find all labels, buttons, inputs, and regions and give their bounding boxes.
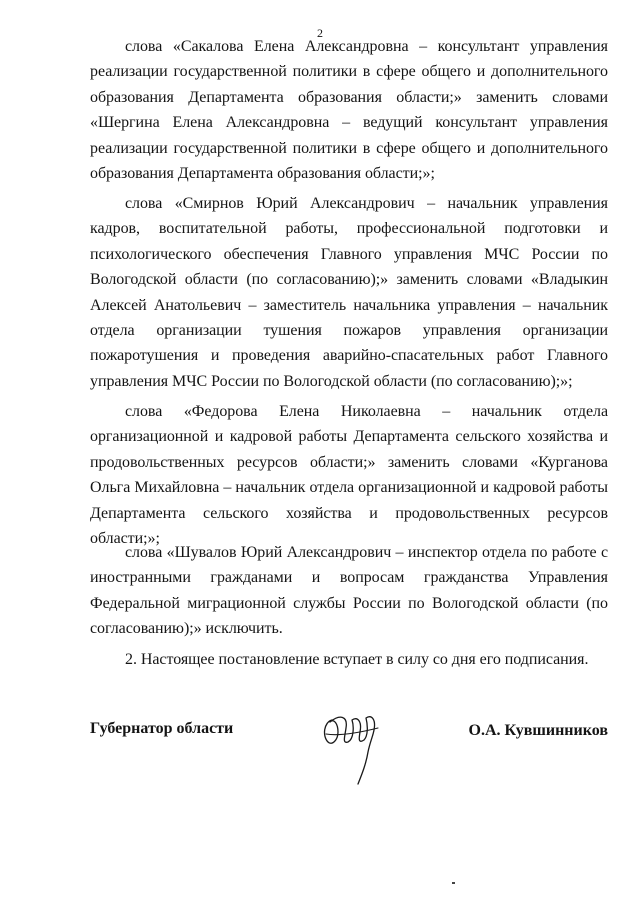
page-number: 2 bbox=[317, 26, 323, 40]
paragraph-effective-date: 2. Настоящее постановление вступает в силу со дня его подписания. bbox=[125, 651, 589, 668]
signatory-name: О.А. Кувшинников bbox=[468, 722, 608, 739]
signature-block bbox=[0, 706, 640, 796]
paragraph-smirnov-replacement: слова «Смирнов Юрий Александрович – начальник управления кадров, воспитательной работы, профессиональной подготовки и психологического обеспечения Главного управления МЧС России по Вологодской области (по согласованию);» заменить словами «Владыкин Алексей Анатольевич – заместитель начальника управления – начальник отдела организации тушения пожаров управления организации пожаротушения и проведения аварийно-спасательных работ Главного управления МЧС России по Вологодской области (по согласованию);»; bbox=[90, 195, 608, 390]
signatory-title: Губернатор области bbox=[90, 720, 234, 737]
scan-mark bbox=[452, 882, 455, 884]
paragraph-shuvalov-exclusion: слова «Шувалов Юрий Александрович – инспектор отдела по работе с иностранными гражданами и вопросам гражданства Управления Федеральной миграционной службы России по Вологодской области (по согласованию);» исключить. bbox=[90, 544, 608, 638]
handwritten-signature-icon bbox=[318, 706, 388, 788]
paragraph-fedorova-replacement: слова «Федорова Елена Николаевна – начальник отдела организационной и кадровой работы Департамента сельского хозяйства и продовольственных ресурсов области;» заменить словами «Курганова Ольга Михайловна – начальник отдела организационной и кадровой работы Департамента сельского хозяйства и продовольственных ресурсов области;»; bbox=[90, 403, 608, 548]
paragraph-sakalova-replacement: слова «Сакалова Елена Александровна – консультант управления реализации государственной политики в сфере общего и дополнительного образования Департамента образования области;» заменить словами «Шергина Елена Александровна – ведущий консультант управления реализации государственной политики в сфере общего и дополнительного образования Департамента образования области;»; bbox=[90, 38, 608, 183]
